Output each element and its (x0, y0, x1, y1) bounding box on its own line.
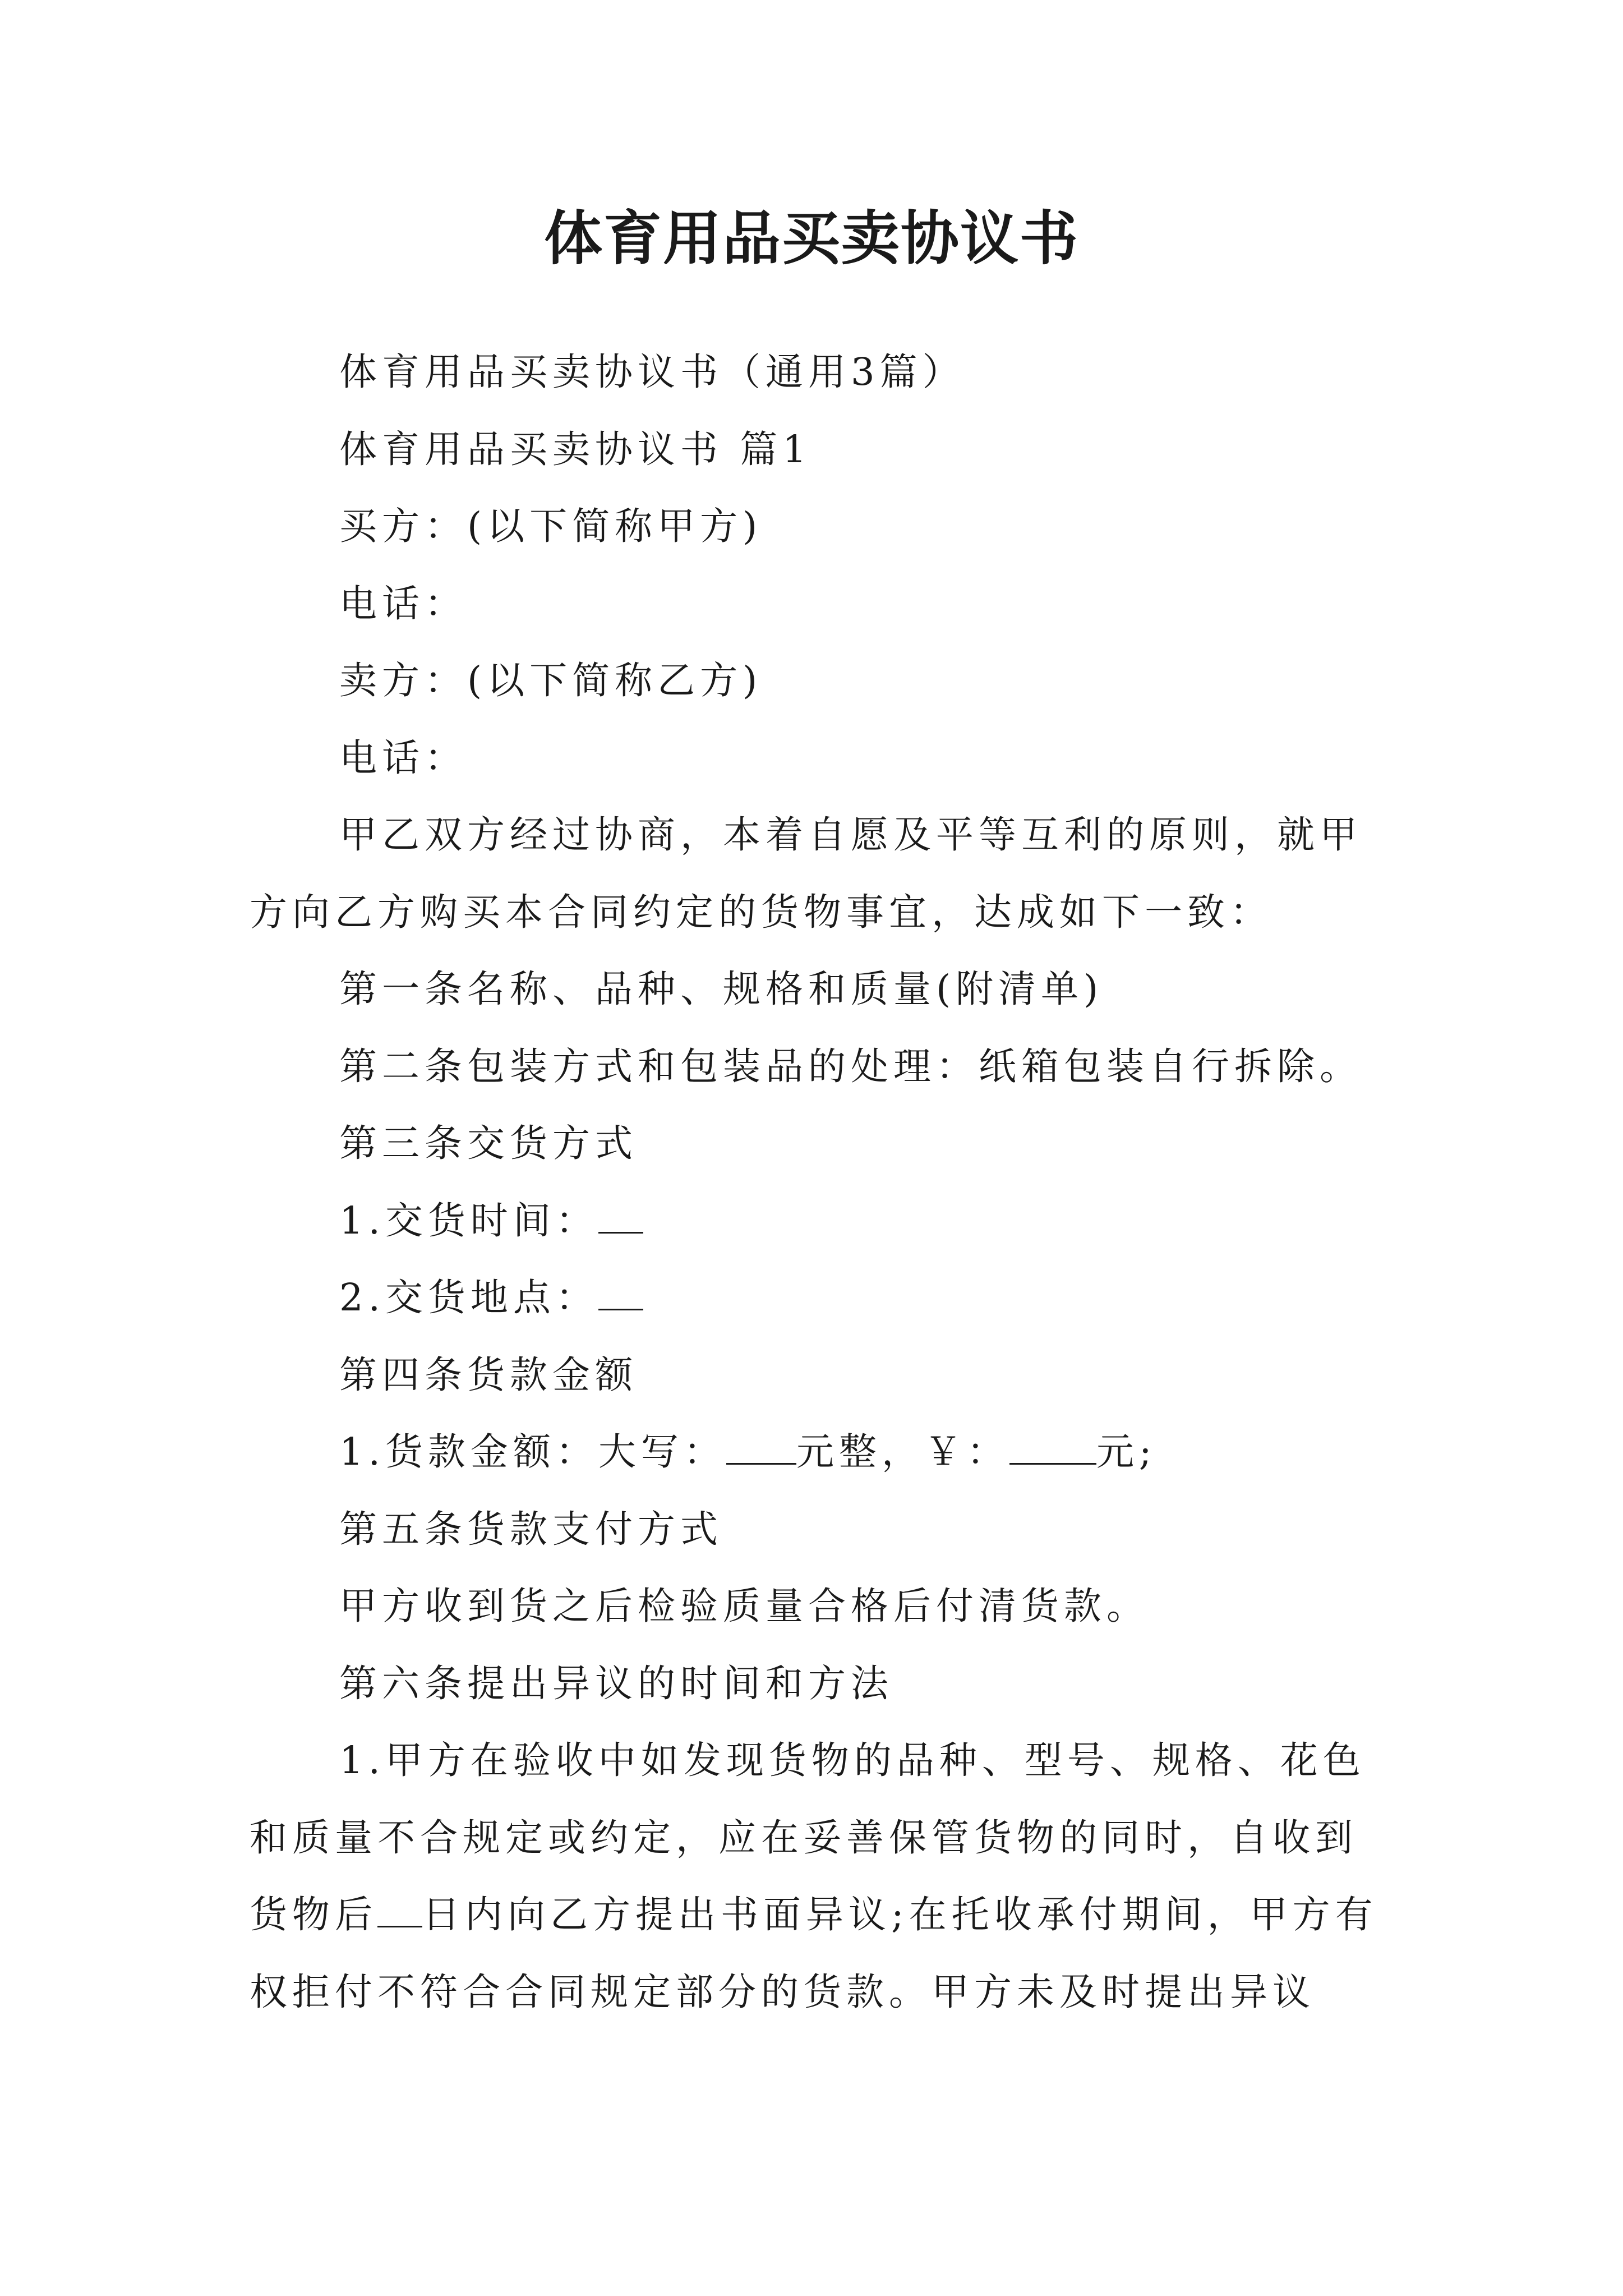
article-4-heading: 第四条货款金额 (339, 1352, 638, 1397)
subtitle-line: 体育用品买卖协议书（通用3篇） (339, 350, 965, 394)
objection-days-blank (377, 1897, 422, 1927)
objection-text-before: 1.甲方在验收中如发现货物的品种、型号、规格、花色和质量不合规定或约定，应在妥善保管货物的同时，自收到货物后 (250, 1738, 1366, 1936)
delivery-time-line (250, 1182, 1394, 1260)
payment-amount-figures-blank (1009, 1434, 1096, 1465)
seller-phone-line: 电话： (339, 735, 467, 780)
delivery-time-blank (598, 1203, 643, 1234)
document-title: 体育用品买卖协议书 (543, 204, 1079, 273)
buyer-phone-line: 电话： (339, 581, 467, 625)
delivery-time-label: 1.交货时间： (339, 1198, 598, 1243)
article-2: 第二条包装方式和包装品的处理：纸箱包装自行拆除。 (339, 1044, 1362, 1088)
payment-amount-line (250, 1414, 1394, 1491)
article-1: 第一条名称、品种、规格和质量(附清单) (339, 967, 1104, 1011)
preamble-paragraph: 甲乙双方经过协商，本着自愿及平等互利的原则，就甲方向乙方购买本合同约定的货物事宜，达成如下一致： (250, 813, 1362, 934)
payment-amount-words-blank (726, 1434, 796, 1465)
payment-amount-prefix: 1.货款金额：大写： (339, 1430, 726, 1474)
payment-amount-suffix: 元; (1096, 1430, 1157, 1474)
article-3-heading: 第三条交货方式 (339, 1121, 638, 1165)
objection-text-after: 日内向乙方提出书面异议;在托收承付期间，甲方有权拒付不符合合同规定部分的货款。甲方未及时提出异议 (250, 1893, 1378, 2014)
article-5-heading: 第五条货款支付方式 (339, 1507, 723, 1551)
article-6-heading: 第六条提出异议的时间和方法 (339, 1661, 893, 1705)
delivery-place-label: 2.交货地点： (339, 1276, 598, 1319)
delivery-place-line (250, 1259, 1394, 1337)
section-heading: 体育用品买卖协议书 篇1 (339, 427, 811, 471)
payment-amount-middle: 元整，￥： (796, 1430, 1009, 1474)
document-body (250, 334, 1394, 2031)
payment-method-text: 甲方收到货之后检验质量合格后付清货款。 (339, 1584, 1149, 1628)
objection-paragraph (250, 1722, 1394, 2031)
seller-line: 卖方：(以下简称乙方) (339, 659, 763, 702)
delivery-place-blank (598, 1280, 643, 1310)
buyer-line: 买方：(以下简称甲方) (339, 504, 763, 548)
